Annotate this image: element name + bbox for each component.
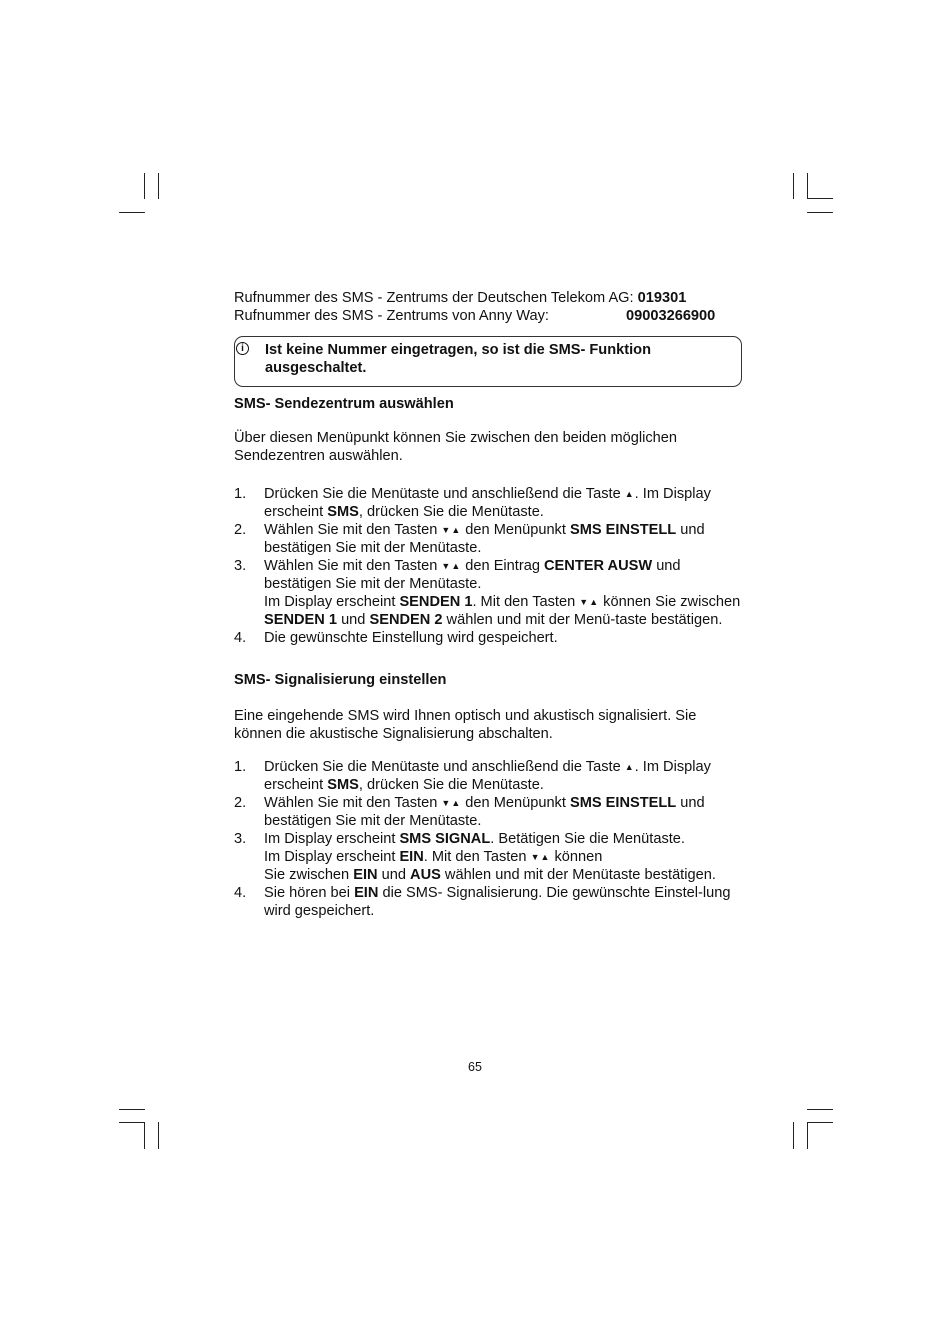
step-number: 4.	[234, 630, 247, 646]
list-item	[234, 485, 744, 521]
crop-mark	[158, 1122, 159, 1149]
step-number: 2.	[234, 795, 247, 811]
list-item	[234, 884, 744, 920]
step-text: können	[554, 849, 603, 865]
step-text: Sie hören bei	[264, 885, 351, 901]
step-text: Wählen Sie mit den Tasten	[264, 558, 438, 574]
notice-box	[234, 336, 742, 387]
step-text: . Im Display erscheint	[264, 486, 711, 520]
steps-list	[234, 485, 744, 647]
step-text: und	[381, 867, 406, 883]
page-number: 65	[468, 1060, 482, 1074]
up-arrow-icon: ▲	[624, 762, 635, 772]
down-up-arrows-icon: ▼▲	[441, 525, 462, 535]
section-heading: SMS- Signalisierung einstellen	[234, 672, 447, 688]
step-text: Die gewünschte Einstellung wird gespeichert.	[264, 630, 558, 646]
section-heading: SMS- Sendezentrum auswählen	[234, 396, 454, 412]
list-item	[234, 629, 744, 647]
step-text: . Mit den Tasten	[423, 849, 527, 865]
display-text: SMS	[327, 504, 359, 520]
step-text: den Menüpunkt	[465, 795, 566, 811]
crop-mark	[807, 1109, 833, 1110]
step-text: wählen und mit der Menütaste bestätigen.	[444, 867, 716, 883]
info-icon: i	[236, 342, 249, 355]
step-number: 1.	[234, 759, 247, 775]
crop-mark	[793, 173, 794, 199]
crop-mark	[807, 173, 808, 199]
list-item	[234, 794, 744, 830]
display-text: SENDEN 1	[399, 594, 473, 610]
number-line-annyway	[234, 307, 744, 325]
display-text: CENTER AUSW	[544, 558, 653, 574]
list-item	[234, 830, 744, 884]
crop-mark	[807, 1122, 833, 1123]
step-text: den Eintrag	[465, 558, 540, 574]
display-text: SENDEN 1	[264, 612, 337, 628]
step-text: und bestätigen Sie mit der Menütaste.	[264, 795, 705, 829]
up-arrow-icon: ▲	[624, 489, 635, 499]
section-intro: Über diesen Menüpunkt können Sie zwischen den beiden möglichen Sendezentren auswählen.	[234, 430, 677, 464]
display-text: EIN	[399, 849, 424, 865]
list-item	[234, 758, 744, 794]
down-up-arrows-icon: ▼▲	[579, 597, 600, 607]
steps-list	[234, 758, 744, 920]
list-item	[234, 557, 744, 629]
display-text: SMS	[327, 777, 359, 793]
step-text: Wählen Sie mit den Tasten	[264, 522, 438, 538]
step-number: 1.	[234, 486, 247, 502]
step-text: Im Display erscheint	[264, 594, 396, 610]
step-text: . Betätigen Sie die Menütaste.	[490, 831, 685, 847]
step-text: Im Display erscheint	[264, 831, 396, 847]
crop-mark	[119, 1109, 145, 1110]
display-text: SMS EINSTELL	[569, 795, 677, 811]
step-text: Wählen Sie mit den Tasten	[264, 795, 438, 811]
crop-mark	[119, 1122, 145, 1123]
step-text: und bestätigen Sie mit der Menütaste.	[264, 522, 705, 556]
crop-mark	[144, 1122, 145, 1149]
display-text: AUS	[410, 867, 441, 883]
step-text: den Menüpunkt	[465, 522, 566, 538]
section-intro: Eine eingehende SMS wird Ihnen optisch und akustisch signalisiert. Sie können die akustische Signalisierung abschalten.	[234, 708, 697, 742]
display-text: SMS EINSTELL	[569, 522, 677, 538]
notice-text: Ist keine Nummer eingetragen, so ist die SMS- Funktion ausgeschaltet.	[265, 342, 651, 376]
step-number: 3.	[234, 831, 247, 847]
display-text: SMS SIGNAL	[399, 831, 491, 847]
step-number: 2.	[234, 522, 247, 538]
step-number: 3.	[234, 558, 247, 574]
display-text: EIN	[353, 867, 378, 883]
step-text: , drücken Sie die Menütaste.	[358, 504, 544, 520]
crop-mark	[807, 212, 833, 213]
step-text: wählen und mit der Menü-taste bestätigen.	[446, 612, 723, 628]
number-label: Rufnummer des SMS - Zentrums der Deutschen Telekom AG:	[234, 290, 634, 306]
list-item	[234, 521, 744, 557]
step-text: die SMS- Signalisierung. Die gewünschte Einstel-lung wird gespeichert.	[264, 885, 731, 919]
number-line-telekom	[234, 289, 744, 307]
step-text: , drücken Sie die Menütaste.	[358, 777, 544, 793]
crop-mark	[807, 198, 833, 199]
crop-mark	[119, 212, 145, 213]
step-text: . Im Display erscheint	[264, 759, 711, 793]
crop-mark	[144, 173, 145, 199]
page-content	[234, 289, 744, 920]
step-number: 4.	[234, 885, 247, 901]
step-text: und bestätigen Sie mit der Menütaste.	[264, 558, 681, 592]
step-text: und	[341, 612, 366, 628]
step-text: Sie zwischen	[264, 867, 350, 883]
display-text: EIN	[354, 885, 379, 901]
down-up-arrows-icon: ▼▲	[441, 561, 462, 571]
down-up-arrows-icon: ▼▲	[530, 852, 551, 862]
step-text: Im Display erscheint	[264, 849, 396, 865]
crop-mark	[793, 1122, 794, 1149]
step-text: Drücken Sie die Menütaste und anschließend die Taste	[264, 486, 621, 502]
step-text: . Mit den Tasten	[472, 594, 576, 610]
number-label: Rufnummer des SMS - Zentrums von Anny Way:	[234, 308, 549, 324]
step-text: können Sie zwischen	[603, 594, 741, 610]
crop-mark	[807, 1122, 808, 1149]
number-value: 019301	[637, 290, 687, 306]
step-text: Drücken Sie die Menütaste und anschließend die Taste	[264, 759, 621, 775]
crop-mark	[158, 173, 159, 199]
display-text: SENDEN 2	[369, 612, 443, 628]
number-value: 09003266900	[626, 308, 716, 324]
down-up-arrows-icon: ▼▲	[441, 798, 462, 808]
